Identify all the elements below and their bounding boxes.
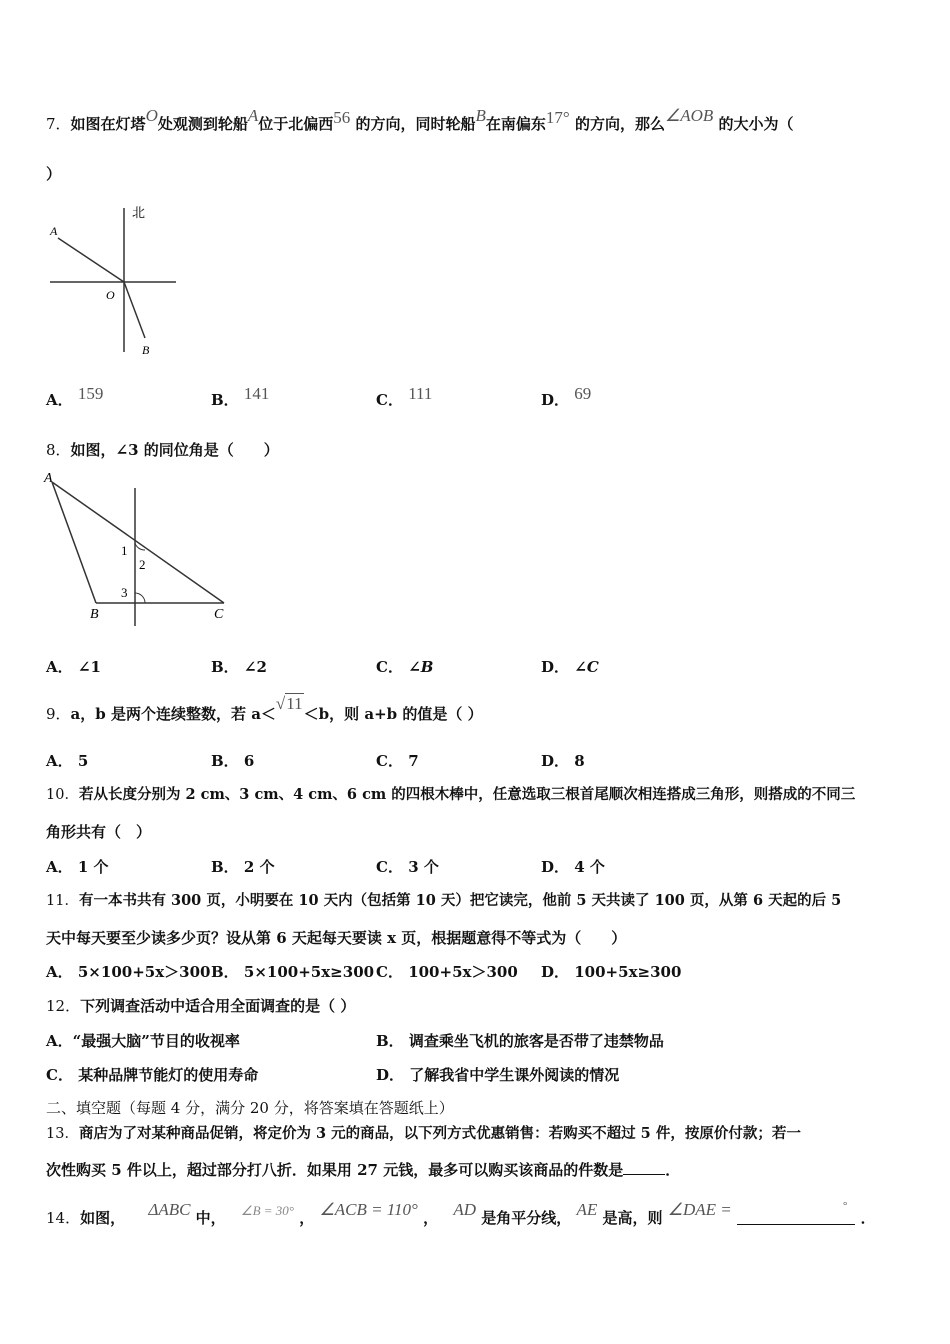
q12-option-b[interactable]: B． 调查乘坐飞机的旅客是否带了违禁物品	[376, 1032, 664, 1050]
q11-number: 11．	[46, 893, 79, 909]
q13-answer-blank[interactable]	[623, 1174, 665, 1175]
q8-line1	[46, 440, 279, 460]
q12-option-d[interactable]: D． 了解我省中学生课外阅读的情况	[376, 1066, 620, 1084]
q12-number: 12．	[46, 997, 81, 1015]
q14-math-ae: AE	[576, 1200, 598, 1219]
q7-text-3: 位于北偏西	[258, 115, 334, 133]
q9-option-b[interactable]: B． 6	[211, 752, 255, 770]
q11-text-1: 有一本书共有 300 页，小明要在 10 天内（包括第 10 天）把它读完，他前 5 天共读了 100 页，从第 6 天起的后 5	[78, 892, 842, 909]
q7-math-a: A	[247, 106, 259, 125]
q14-number: 14．	[46, 1209, 81, 1227]
q12-option-c[interactable]: C． 某种品牌节能灯的使用寿命	[46, 1066, 259, 1084]
q7-text-4: 的方向，同时轮船	[355, 115, 476, 133]
q10-line1	[46, 785, 855, 805]
q9-sqrt: √11	[275, 694, 303, 713]
q7-math-o: O	[145, 106, 158, 125]
q12-text: 下列调查活动中适合用全面调查的是（ ）	[80, 997, 356, 1015]
q14-math-b30: ∠B = 30°	[240, 1203, 294, 1218]
q7-north-label: 北	[132, 205, 146, 220]
q8-option-d[interactable]: D． ∠C	[541, 658, 599, 676]
q9-line1	[46, 694, 483, 724]
q14-math-ad: AD	[453, 1200, 476, 1219]
q7-option-a[interactable]: A． 159	[46, 384, 104, 409]
q10-option-c[interactable]: C． 3 个	[376, 858, 439, 876]
q7-text-2: 处观测到轮船	[157, 115, 248, 133]
q8-option-c[interactable]: C． ∠B	[376, 658, 434, 676]
q10-option-b[interactable]: B． 2 个	[211, 858, 275, 876]
q8-angle-1: 1	[121, 543, 128, 558]
q10-text-1: 若从长度分别为 2 cm、3 cm、4 cm、6 cm 的四根木棒中，任意选取三根首尾顺次相连搭成三角形，则搭成的不同三	[78, 786, 856, 803]
q9-option-c[interactable]: C． 7	[376, 752, 419, 770]
q8-number: 8．	[46, 441, 71, 459]
q8-point-c: C	[214, 607, 224, 622]
q10-number: 10．	[46, 787, 79, 803]
q8-text: 如图，∠3 的同位角是（ ）	[70, 441, 279, 459]
q7-option-b[interactable]: B． 141	[211, 384, 270, 409]
q12-option-a[interactable]: A．“最强大脑”节目的收视率	[46, 1032, 240, 1050]
q8-angle-2: 2	[139, 557, 146, 572]
q7-text-7: 的大小为（	[718, 115, 794, 133]
q13-text-1: 商店为了对某种商品促销，将定价为 3 元的商品，以下列方式优惠销售：若购买不超过 5 件，按原价付款；若一	[78, 1125, 801, 1142]
q13-number: 13．	[46, 1126, 79, 1142]
q14-line1: 14．如图， ΔABC 中， ∠B = 30° ， ∠ACB = 110° ， AD 是角平分线， AE 是高，则 ∠DAE = ° ．	[46, 1200, 876, 1227]
q11-option-c[interactable]: C． 100+5x＞300	[376, 963, 518, 981]
q14-answer-blank[interactable]	[737, 1224, 855, 1225]
q13-line2: 次性购买 5 件以上，超过部分打八折．如果用 27 元钱，最多可以购买该商品的件数是 ．	[46, 1161, 681, 1179]
q7-math-17: 17°	[545, 108, 570, 127]
q14-math-dae: ∠DAE =	[667, 1200, 732, 1219]
q7-text-5: 在南偏东	[485, 115, 546, 133]
q11-line1	[46, 891, 841, 911]
q11-line2: 天中每天要至少读多少页？设从第 6 天起每天要读 x 页，根据题意得不等式为（ ）	[46, 929, 627, 947]
q8-point-b: B	[90, 607, 99, 622]
q9-text-post: ＜b，则 a+b 的值是（ ）	[303, 705, 483, 723]
q7-option-c[interactable]: C． 111	[376, 384, 433, 409]
q11-option-a[interactable]: A． 5×100+5x＞300	[46, 963, 211, 981]
q7-math-aob: ∠AOB	[664, 106, 714, 125]
q7-number: 7．	[46, 115, 71, 133]
q7-math-56: 56	[333, 108, 351, 127]
q9-number: 9．	[46, 705, 71, 723]
q7-point-a: A	[50, 224, 58, 238]
q9-option-a[interactable]: A． 5	[46, 752, 89, 770]
q9-option-d[interactable]: D． 8	[541, 752, 585, 770]
q11-option-d[interactable]: D． 100+5x≥300	[541, 963, 682, 981]
q8-angle-3: 3	[121, 585, 128, 600]
q8-option-b[interactable]: B． ∠2	[211, 658, 267, 676]
q8-figure	[40, 466, 240, 631]
q7-text-1: 如图在灯塔	[70, 115, 146, 133]
q14-math-abc: ΔABC	[148, 1200, 191, 1219]
q10-option-a[interactable]: A． 1 个	[46, 858, 109, 876]
q10-option-d[interactable]: D． 4 个	[541, 858, 605, 876]
q7-text-6: 的方向，那么	[574, 115, 665, 133]
q13-text-2: 次性购买 5 件以上，超过部分打八折．如果用 27 元钱，最多可以购买该商品的件数是	[46, 1161, 624, 1179]
q10-line2: 角形共有（ ）	[46, 823, 152, 841]
q7-option-d[interactable]: D． 69	[541, 384, 592, 409]
q7-point-o: O	[106, 288, 115, 302]
q7-figure	[44, 200, 184, 360]
q12-line1	[46, 996, 355, 1016]
q8-option-a[interactable]: A． ∠1	[46, 658, 101, 676]
q14-math-acb: ∠ACB = 110°	[319, 1200, 418, 1219]
q13-line1	[46, 1124, 801, 1144]
section-2-heading: 二、填空题（每题 4 分，满分 20 分，将答案填在答题纸上）	[46, 1099, 454, 1117]
q9-text-pre: a，b 是两个连续整数，若 a＜	[70, 705, 276, 723]
q11-option-b[interactable]: B． 5×100+5x≥300	[211, 963, 375, 981]
q7-point-b: B	[142, 343, 150, 357]
q7-math-b: B	[475, 106, 486, 125]
q7-line1	[46, 106, 794, 134]
q8-point-a: A	[44, 471, 53, 486]
q7-line2: ）	[46, 165, 62, 183]
